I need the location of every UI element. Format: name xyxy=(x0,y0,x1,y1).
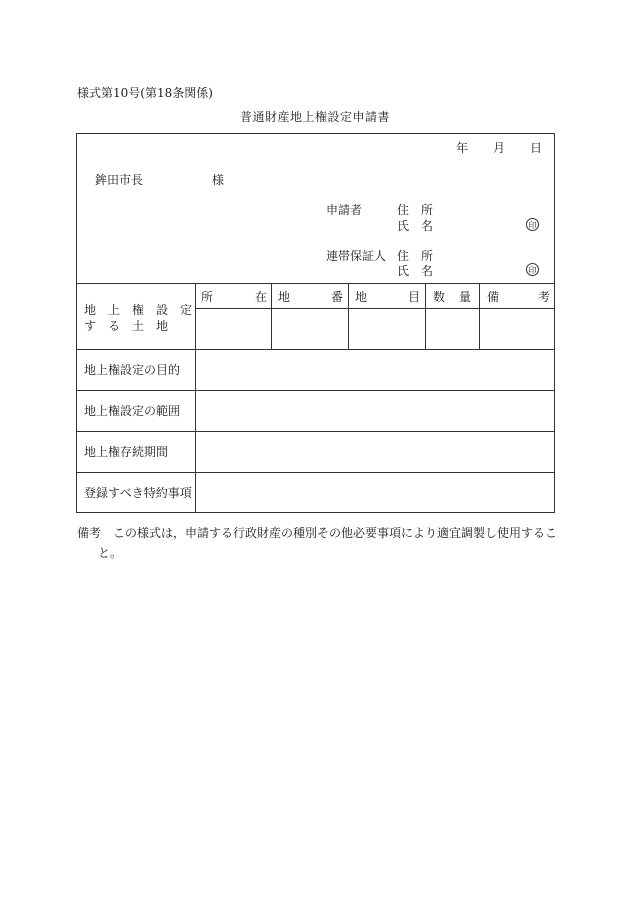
form-number: 様式第10号(第18条関係) xyxy=(77,86,213,100)
grid-line xyxy=(479,283,480,349)
grid-line xyxy=(348,283,349,349)
grid-line xyxy=(195,308,555,309)
column-header-lot-number-char2: 番 xyxy=(331,290,344,304)
land-row-label-line1: 地 上 権 設 定 xyxy=(84,303,193,317)
row-label-scope: 地上権設定の範囲 xyxy=(84,404,181,418)
column-header-location-char2: 在 xyxy=(255,290,268,304)
land-row-label-line2: す る 土 地 xyxy=(84,319,169,333)
applicant-seal-icon: 印 xyxy=(526,218,539,231)
column-header-land-category-char1: 地 xyxy=(355,290,368,304)
guarantor-address-label: 住 所 xyxy=(397,249,434,263)
row-label-purpose: 地上権設定の目的 xyxy=(84,363,181,377)
document-title: 普通財産地上権設定申請書 xyxy=(239,110,390,124)
row-label-duration: 地上権存続期間 xyxy=(84,445,169,459)
column-header-quantity-char2: 量 xyxy=(459,290,472,304)
column-header-remarks-char2: 考 xyxy=(538,290,551,304)
grid-line xyxy=(195,283,196,513)
column-header-land-category-char2: 目 xyxy=(408,290,421,304)
footnote-line2: と。 xyxy=(98,546,123,560)
footnote-line1: 備考 この様式は，申請する行政財産の種別その他必要事項により適宜調製し使用するこ xyxy=(77,526,558,540)
grid-line xyxy=(425,283,426,349)
honorific: 様 xyxy=(212,173,225,187)
grid-line xyxy=(76,390,555,391)
date-day-label: 日 xyxy=(530,141,543,155)
date-year-label: 年 xyxy=(456,141,469,155)
grid-line xyxy=(76,431,555,432)
column-header-quantity-char1: 数 xyxy=(433,290,446,304)
grid-line xyxy=(271,283,272,349)
guarantor-seal-icon: 印 xyxy=(526,263,539,276)
guarantor-role: 連帯保証人 xyxy=(326,249,387,263)
column-header-remarks-char1: 備 xyxy=(487,290,500,304)
guarantor-name-label: 氏 名 xyxy=(397,264,434,278)
date-month-label: 月 xyxy=(493,141,506,155)
grid-line xyxy=(76,472,555,473)
addressee: 鉾田市長 xyxy=(95,173,144,187)
applicant-role: 申請者 xyxy=(326,203,363,217)
grid-line xyxy=(76,349,555,350)
column-header-location-char1: 所 xyxy=(201,290,214,304)
applicant-address-label: 住 所 xyxy=(397,203,434,217)
column-header-lot-number-char1: 地 xyxy=(278,290,291,304)
row-label-special-terms: 登録すべき特約事項 xyxy=(84,486,192,500)
applicant-name-label: 氏 名 xyxy=(397,219,434,233)
grid-line xyxy=(76,283,555,284)
